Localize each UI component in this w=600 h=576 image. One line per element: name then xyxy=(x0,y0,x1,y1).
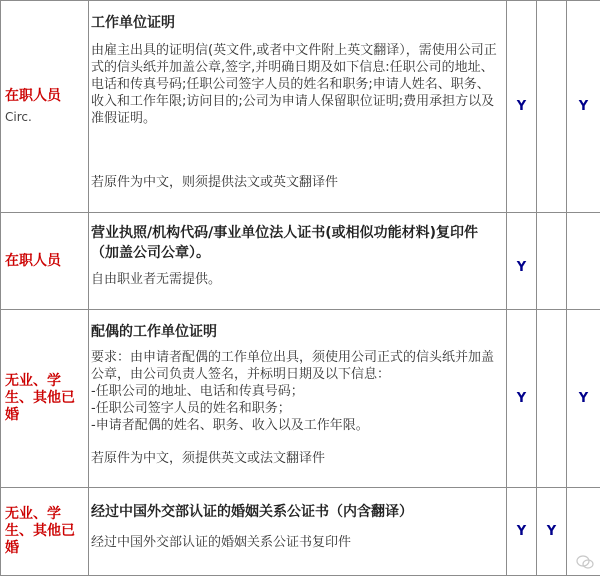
item-title: 经过中国外交部认证的婚姻关系公证书（内含翻译） xyxy=(91,502,502,522)
wechat-logo-icon xyxy=(576,555,594,569)
flag-cell: Y xyxy=(567,310,600,488)
category-label: 在职人员 xyxy=(5,253,61,269)
flag-cell xyxy=(537,1,567,213)
table-row xyxy=(1,488,600,576)
category-label: 无业、学生、其他已婚 xyxy=(5,506,75,556)
category-cell xyxy=(1,1,89,213)
flag-cell xyxy=(567,213,600,310)
flag-cell xyxy=(537,310,567,488)
watermark xyxy=(576,555,594,569)
item-paragraph: -申请者配偶的姓名、职务、收入以及工作年限。 xyxy=(91,417,502,434)
description-cell xyxy=(89,1,507,213)
flag-cell: Y xyxy=(567,1,600,213)
category-label: 无业、学生、其他已婚 xyxy=(5,373,75,423)
item-paragraph: 经过中国外交部认证的婚姻关系公证书复印件 xyxy=(91,534,502,551)
description-cell xyxy=(89,213,507,310)
description-cell xyxy=(89,488,507,576)
flag-cell: Y xyxy=(507,488,537,576)
item-paragraph: 若原件为中文，则须提供法文或英文翻译件 xyxy=(91,174,502,191)
item-paragraph: 若原件为中文，须提供英文或法文翻译件 xyxy=(91,450,502,467)
table-row xyxy=(1,213,600,310)
item-paragraph: 由雇主出具的证明信(英文件,或者中文件附上英文翻译），需使用公司正式的信头纸并加盖公章,签字,并明确日期及如下信息:任职公司的地址、电话和传真号码;任职公司签字人员的姓名和职务;申请人姓名、职务、收入和工作年限;访问目的;公司为申请人保留职位证明;费用承担方以及准假证明。 xyxy=(91,42,502,127)
category-cell xyxy=(1,488,89,576)
item-title: 营业执照/机构代码/事业单位法人证书(或相似功能材料)复印件（加盖公司公章）。 xyxy=(91,223,502,263)
category-cell xyxy=(1,310,89,488)
item-title: 工作单位证明 xyxy=(91,13,502,33)
item-paragraph: 自由职业者无需提供。 xyxy=(91,271,502,288)
item-paragraph: -任职公司的地址、电话和传真号码； xyxy=(91,383,502,400)
category-label: 在职人员 xyxy=(5,88,61,104)
category-sublabel: Circ. xyxy=(5,109,88,126)
description-cell xyxy=(89,310,507,488)
category-cell xyxy=(1,213,89,310)
item-paragraph: -任职公司签字人员的姓名和职务； xyxy=(91,400,502,417)
flag-cell: Y xyxy=(507,1,537,213)
flag-cell: Y xyxy=(507,310,537,488)
table-row xyxy=(1,1,600,213)
item-title: 配偶的工作单位证明 xyxy=(91,322,502,342)
table-row xyxy=(1,310,600,488)
flag-cell: Y xyxy=(507,213,537,310)
flag-cell xyxy=(537,213,567,310)
item-paragraph: 要求：由申请者配偶的工作单位出具，须使用公司正式的信头纸并加盖公章，由公司负责人签名，并标明日期及以下信息： xyxy=(91,349,502,383)
flag-cell: Y xyxy=(537,488,567,576)
